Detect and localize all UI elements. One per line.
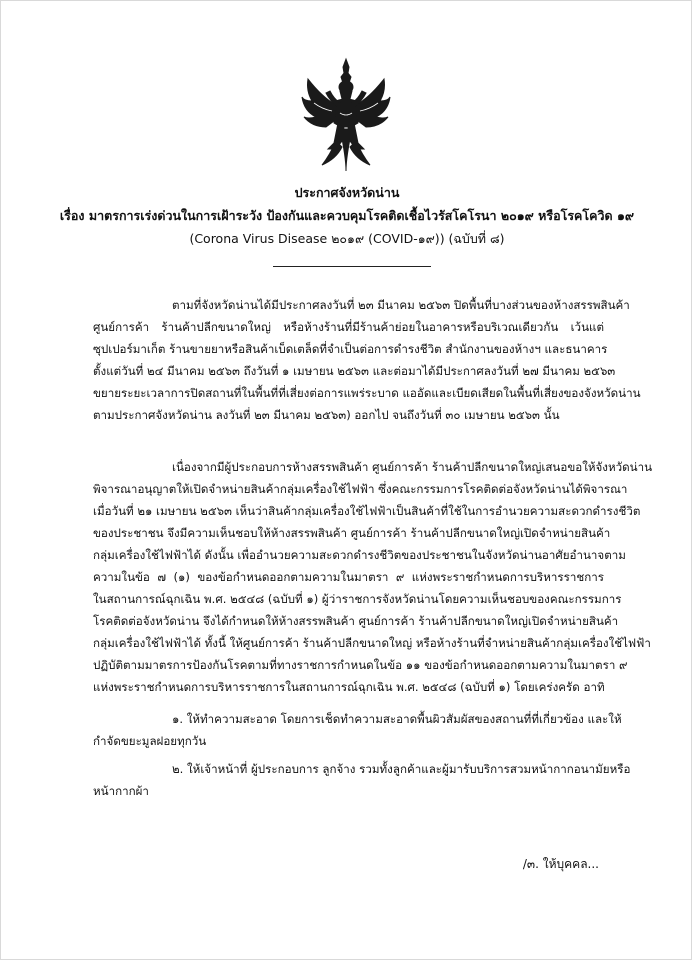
paragraph-line: ซุปเปอร์มาเก็ต ร้านขายยาหรือสินค้าเบ็ดเตล็ดที่จำเป็นต่อการดำรงชีวิต สำนักงานของห้างฯ และธนาคาร <box>93 342 608 356</box>
paragraph-line: แห่งพระราชกำหนดการบริหารราชการในสถานการณ์ฉุกเฉิน พ.ศ. ๒๕๔๘ (ฉบับที่ ๑) โดยเคร่งครัด อาทิ <box>93 680 605 694</box>
paragraph-line: ตามประกาศจังหวัดน่าน ลงวันที่ ๒๓ มีนาคม ๒๕๖๓) ออกไป จนถึงวันที่ ๓๐ เมษายน ๒๕๖๓ นั้น <box>93 408 560 422</box>
document-subject: เรื่อง มาตรการเร่งด่วนในการเฝ้าระวัง ป้องกันและควบคุมโรคติดเชื้อไวรัสโคโรนา ๒๐๑๙ หรือโรคโควิด ๑๙ <box>59 208 635 223</box>
header-divider <box>273 266 431 267</box>
paragraph-line: หน้ากากผ้า <box>93 784 149 798</box>
paragraph-line: พิจารณาอนุญาตให้เปิดจำหน่ายสินค้ากลุ่มเครื่องใช้ไฟฟ้า ซึ่งคณะกรรมการโรคติดต่อจังหวัดน่านได้พิจารณา <box>93 482 628 496</box>
paragraph-line: ขยายระยะเวลาการปิดสถานที่ในพื้นที่ที่เสี่ยงต่อการแพร่ระบาด แออัดและเบียดเสียดในพื้นที่เสี่ยงของจังหวัดน่าน <box>93 386 641 400</box>
page-continuation-note: /๓. ให้บุคคล... <box>522 857 599 871</box>
paragraph-line: โรคติดต่อจังหวัดน่าน จึงได้กำหนดให้ห้างสรรพสินค้า ศูนย์การค้า ร้านค้าปลีกขนาดใหญ่เปิดจำหน่ายสินค้า <box>93 614 619 628</box>
paragraph-line: กำจัดขยะมูลฝอยทุกวัน <box>93 734 207 748</box>
paragraph-line: ปฏิบัติตามมาตรการป้องกันโรคตามที่ทางราชการกำหนดในข้อ ๑๑ ของข้อกำหนดออกตามความในมาตรา ๙ <box>93 658 628 672</box>
paragraph-line: เนื่องจากมีผู้ประกอบการห้างสรรพสินค้า ศูนย์การค้า ร้านค้าปลีกขนาดใหญ่เสนอขอให้จังหวัดน่าน <box>172 460 653 474</box>
paragraph-line: กลุ่มเครื่องใช้ไฟฟ้าได้ ดังนั้น เพื่ออำนวยความสะดวกดำรงชีวิตของประชาชนในจังหวัดน่านอาศัยอำนาจตาม <box>93 548 626 562</box>
paragraph-line: ศูนย์การค้า ร้านค้าปลีกขนาดใหญ่ หรือห้างร้านที่มีร้านค้าย่อยในอาคารหรือบริเวณเดียวกัน เว้นแต่ <box>93 320 604 334</box>
paragraph-line: กลุ่มเครื่องใช้ไฟฟ้าได้ ทั้งนี้ ให้ศูนย์การค้า ร้านค้าปลีกขนาดใหญ่ หรือห้างร้านที่จำหน่ายสินค้ากลุ่มเครื่องใช้ไฟฟ้า <box>93 636 651 650</box>
document-subtitle: (Corona Virus Disease ๒๐๑๙ (COVID-๑๙)) (ฉบับที่ ๘) <box>189 231 505 246</box>
paragraph-line: ตามที่จังหวัดน่านได้มีประกาศลงวันที่ ๒๓ มีนาคม ๒๕๖๓ ปิดพื้นที่บางส่วนของห้างสรรพสินค้า <box>172 298 630 312</box>
paragraph-line: ๒. ให้เจ้าหน้าที่ ผู้ประกอบการ ลูกจ้าง รวมทั้งลูกค้าและผู้มารับบริการสวมหน้ากากอนามัยหรือ <box>172 762 631 776</box>
paragraph-line: ตั้งแต่วันที่ ๒๔ มีนาคม ๒๕๖๓ ถึงวันที่ ๑ เมษายน ๒๕๖๓ และต่อมาได้มีประกาศลงวันที่ ๒๗ มีนาคม ๒๕๖๓ <box>93 364 616 378</box>
garuda-emblem-icon <box>300 57 392 175</box>
document-title: ประกาศจังหวัดน่าน <box>294 185 400 200</box>
paragraph-line: ความในข้อ ๗ (๑) ของข้อกำหนดออกตามความในมาตรา ๙ แห่งพระราชกำหนดการบริหารราชการ <box>93 570 604 584</box>
paragraph-line: เมื่อวันที่ ๒๑ เมษายน ๒๕๖๓ เห็นว่าสินค้ากลุ่มเครื่องใช้ไฟฟ้าเป็นสินค้าที่ใช้ในการอำนวยความสะดวกดำรงชีวิต <box>93 504 641 518</box>
paragraph-line: ในสถานการณ์ฉุกเฉิน พ.ศ. ๒๕๔๘ (ฉบับที่ ๑) ผู้ว่าราชการจังหวัดน่านโดยความเห็นชอบของคณะกรรมการ <box>93 592 622 606</box>
paragraph-line: ของประชาชน จึงมีความเห็นชอบให้ห้างสรรพสินค้า ศูนย์การค้า ร้านค้าปลีกขนาดใหญ่เปิดจำหน่ายสินค้า <box>93 526 611 540</box>
paragraph-line: ๑. ให้ทำความสะอาด โดยการเช็ดทำความสะอาดพื้นผิวสัมผัสของสถานที่ที่เกี่ยวข้อง และให้ <box>172 712 622 726</box>
